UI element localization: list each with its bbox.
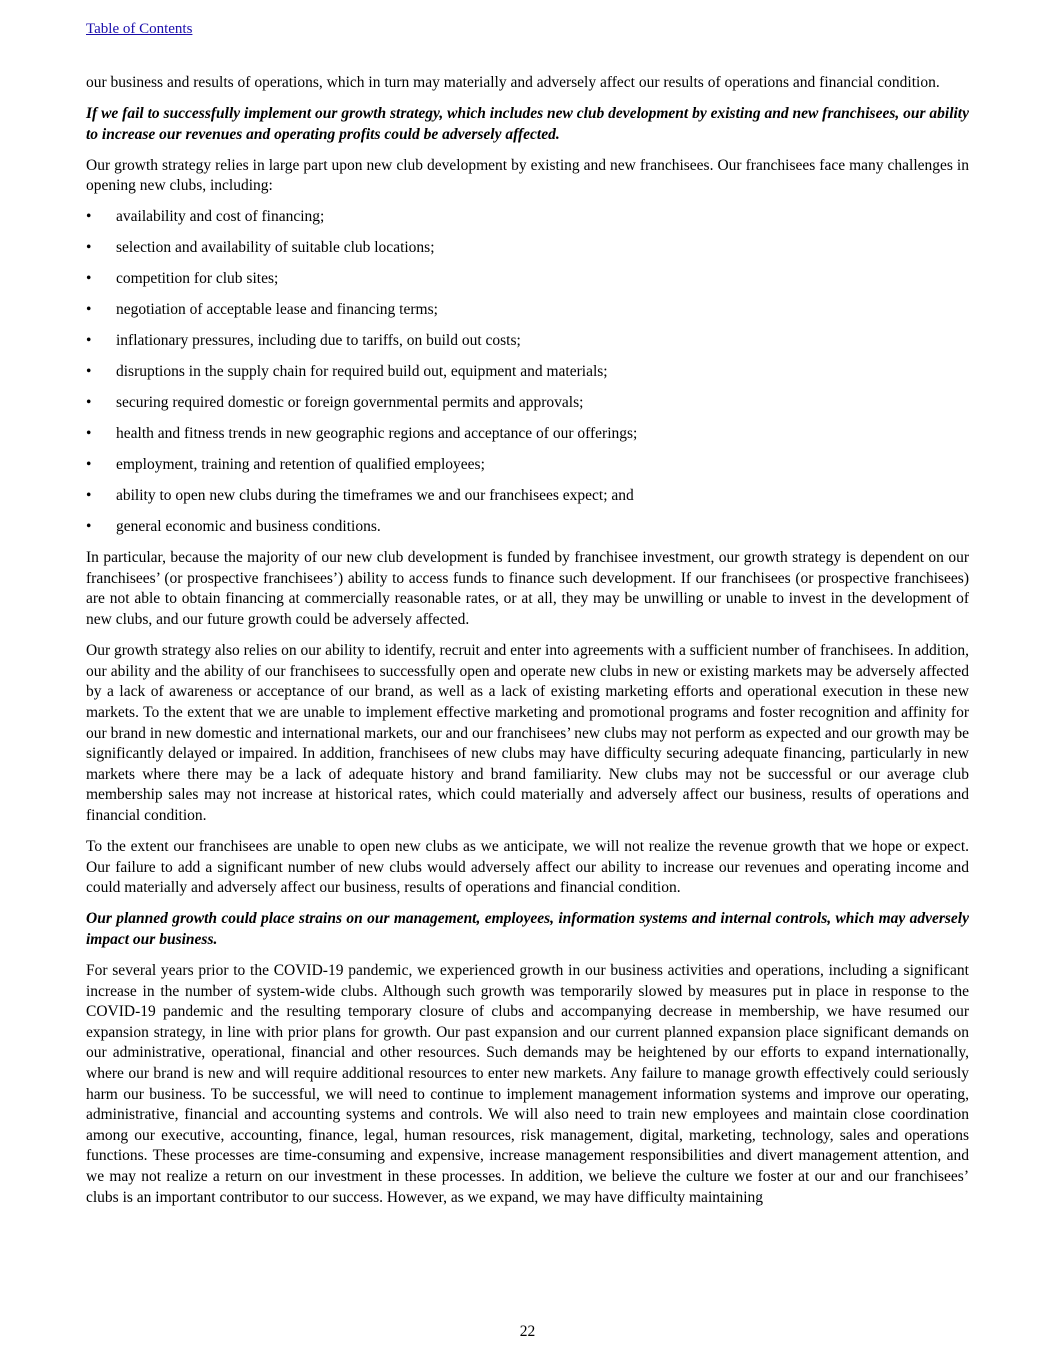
list-item-text: selection and availability of suitable club locations; xyxy=(116,239,435,257)
list-item xyxy=(86,300,969,321)
list-item-text: securing required domestic or foreign governmental permits and approvals; xyxy=(116,394,584,412)
list-item xyxy=(86,455,969,476)
body-paragraph: Our growth strategy relies in large part upon new club development by existing and new franchisees. Our franchisees face many challenges in opening new clubs, including: xyxy=(86,156,969,195)
list-item-text: negotiation of acceptable lease and financing terms; xyxy=(116,301,438,319)
body-paragraph: For several years prior to the COVID-19 pandemic, we experienced growth in our business activities and operations, including a significant increase in the number of system-wide clubs. Although such growth was temporarily slowed by measures put in place in response to the COVID-19 pandemic and the resulting temporary closure of clubs and accompanying decrease in membership, we have resumed our expansion strategy, in line with prior plans for growth. Our past expansion and our current planned expansion place significant demands on our administrative, operational, financial and other resources. Such demands may be heightened by our efforts to expand internationally, where our brand is new and will require additional resources to enter new markets. Any failure to manage growth effectively could seriously harm our business. To be successful, we will need to continue to implement management information systems and improve our operating, administrative, financial and accounting systems and controls. We will also need to train new employees and maintain close coordination among our executive, accounting, finance, legal, human resources, risk management, digital, marketing, technology, sales and operations functions. These processes are time-consuming and expensive, increase management responsibilities and divert management attention, and we may not realize a return on our investment in these processes. In addition, we believe the culture we foster at our and our franchisees’ clubs is an important contributor to our success. However, as we expand, we may have difficulty maintaining xyxy=(86,961,969,1206)
bullet-icon: • xyxy=(86,270,92,288)
risk-factor-heading: Our planned growth could place strains on our management, employees, information systems and internal controls, which may adversely impact our business. xyxy=(86,910,969,948)
list-item-text: employment, training and retention of qualified employees; xyxy=(116,456,485,474)
list-item xyxy=(86,238,969,259)
list-item xyxy=(86,207,969,228)
bullet-icon: • xyxy=(86,425,92,443)
bullet-icon: • xyxy=(86,332,92,350)
list-item-text: health and fitness trends in new geographic regions and acceptance of our offerings; xyxy=(116,425,638,443)
list-item-text: competition for club sites; xyxy=(116,270,279,288)
body-paragraph: In particular, because the majority of our new club development is funded by franchisee investment, our growth strategy is dependent on our franchisees’ (or prospective franchisees’) ability to access funds to finance such development. If our franchisees (or prospective franchisees) are not able to obtain financing at commercially reasonable rates, or at all, they may be unwilling or unable to invest in the development of new clubs, and our future growth could be adversely affected. xyxy=(86,549,969,629)
document-body xyxy=(86,73,969,1219)
risk-factor-heading: If we fail to successfully implement our growth strategy, which includes new club development by existing and new franchisees, our ability to increase our revenues and operating profits could be adversely affected. xyxy=(86,105,969,143)
challenges-list xyxy=(86,207,969,537)
list-item-text: inflationary pressures, including due to tariffs, on build out costs; xyxy=(116,332,521,350)
list-item-text: disruptions in the supply chain for required build out, equipment and materials; xyxy=(116,363,608,381)
page-number: 22 xyxy=(519,1323,536,1340)
list-item xyxy=(86,517,969,538)
body-paragraph: Our growth strategy also relies on our ability to identify, recruit and enter into agreements with a sufficient number of franchisees. In addition, our ability and the ability of our franchisees to successfully open and operate new clubs in new or existing markets may be adversely affected by a lack of awareness or acceptance of our brand, as well as a lack of existing marketing efforts and operational execution in these new markets. To the extent that we are unable to implement effective marketing and promotional programs and foster recognition and affinity for our brand in new domestic and international markets, our and our franchisees’ new clubs may not perform as expected and our growth may be significantly delayed or impaired. In addition, franchisees of new clubs may have difficulty securing adequate financing, particularly in new markets where there may be a lack of adequate history and brand familiarity. New clubs may not be successful or our average club membership sales may not increase at historical rates, which could materially and adversely affect our business, results of operations and financial condition. xyxy=(86,642,969,824)
list-item-text: ability to open new clubs during the timeframes we and our franchisees expect; and xyxy=(116,487,634,505)
bullet-icon: • xyxy=(86,487,92,505)
list-item xyxy=(86,269,969,290)
bullet-icon: • xyxy=(86,363,92,381)
list-item xyxy=(86,424,969,445)
bullet-icon: • xyxy=(86,394,92,412)
bullet-icon: • xyxy=(86,456,92,474)
list-item xyxy=(86,331,969,352)
bullet-icon: • xyxy=(86,301,92,319)
body-paragraph: To the extent our franchisees are unable to open new clubs as we anticipate, we will not realize the revenue growth that we hope or expect. Our failure to add a significant number of new clubs would adversely affect our ability to increase our revenues and operating income and could materially and adversely affect our business, results of operations and financial condition. xyxy=(86,838,969,897)
body-paragraph: our business and results of operations, which in turn may materially and adversely affect our results of operations and financial condition. xyxy=(86,74,940,91)
bullet-icon: • xyxy=(86,518,92,536)
list-item-text: availability and cost of financing; xyxy=(116,208,325,226)
table-of-contents-link[interactable]: Table of Contents xyxy=(86,21,193,37)
list-item xyxy=(86,393,969,414)
bullet-icon: • xyxy=(86,239,92,257)
list-item-text: general economic and business conditions. xyxy=(116,518,381,536)
list-item xyxy=(86,362,969,383)
list-item xyxy=(86,486,969,507)
bullet-icon: • xyxy=(86,208,92,226)
